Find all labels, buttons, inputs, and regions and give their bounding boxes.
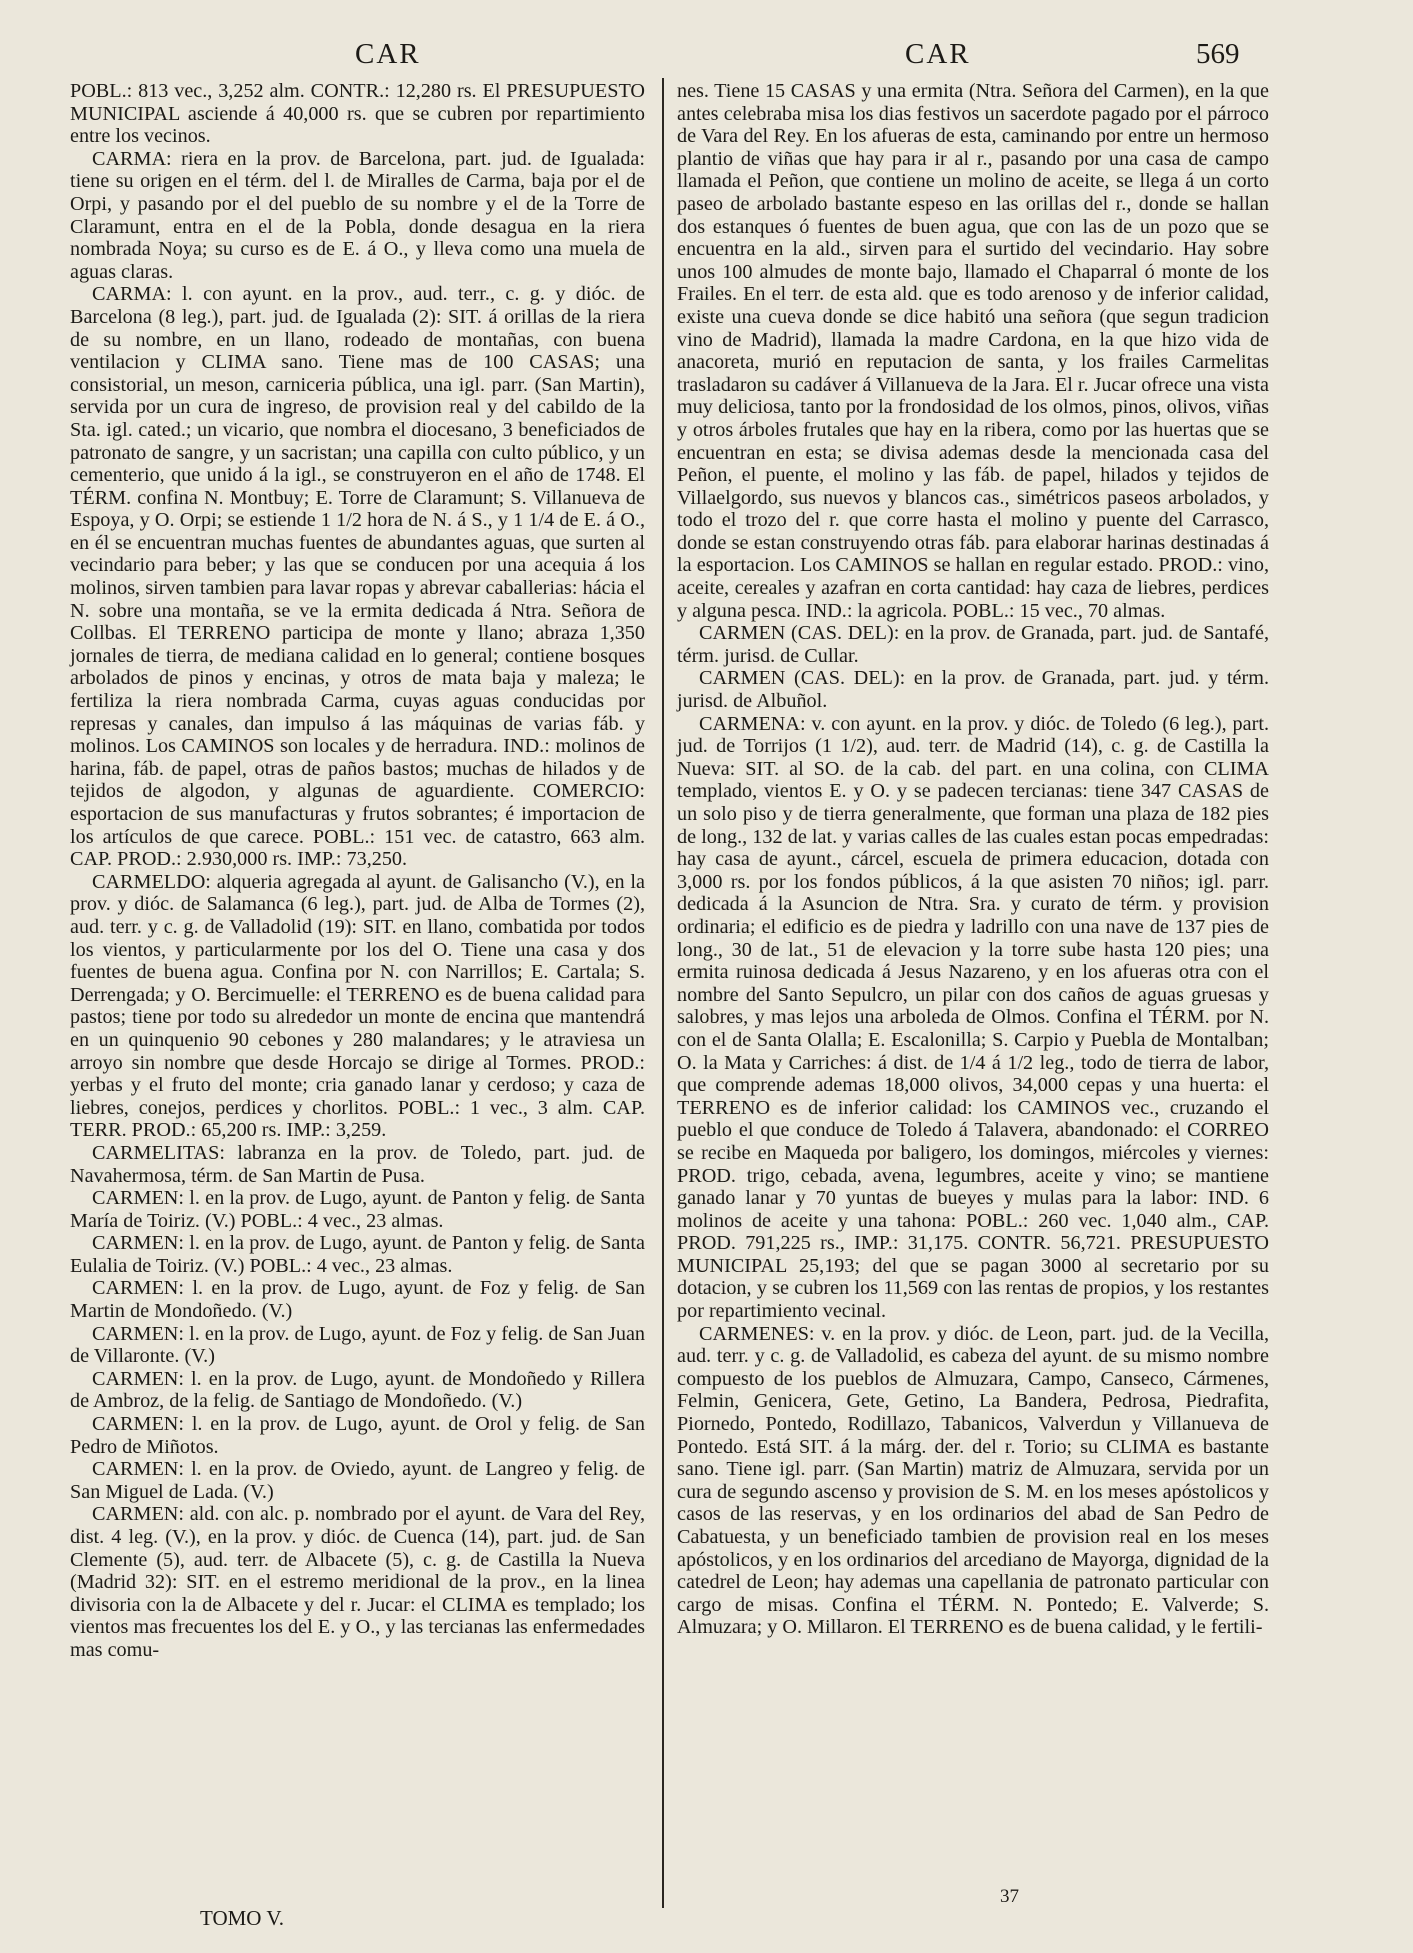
entry-carmen-cas-2: CARMEN (CAS. DEL): en la prov. de Granada, part. jud. y térm. jurisd. de Albuñol. <box>677 667 1269 713</box>
page-number: 569 <box>1196 38 1240 70</box>
entry-carmen-2: CARMEN: l. en la prov. de Lugo, ayunt. de Panton y felig. de Santa Eulalia de Toiriz. (V.) POBL.: 4 vec., 23 almas. <box>70 1232 645 1277</box>
entry-carmen-5: CARMEN: l. en la prov. de Lugo, ayunt. de Mondoñedo y Rillera de Ambroz, de la felig. de Santiago de Mondoñedo. (V.) <box>70 1367 645 1413</box>
entry-continuation: POBL.: 813 vec., 3,252 alm. CONTR.: 12,280 rs. El PRESUPUESTO MUNICIPAL asciende á 40,000 rs. que se cubren por repartimiento entre los vecinos. <box>70 80 645 148</box>
entry-carmelitas: CARMELITAS: labranza en la prov. de Toledo, part. jud. de Navahermosa, térm. de San Martin de Pusa. <box>70 1141 645 1187</box>
entry-carmen-ald: CARMEN: ald. con alc. p. nombrado por el ayunt. de Vara del Rey, dist. 4 leg. (V.), en la prov. y dióc. de Cuenca (14), part. jud. de San Clemente (5), aud. terr. de Albacete (5), c. g. de Castilla la Nueva (Madrid 32): SIT. en el estremo meridional de la prov., en la linea divisoria con la de Albacete y del r. Jucar: el CLIMA es templado; los vientos mas frecuentes los del E. y O., y las tercianas las enfermedades mas comu- <box>70 1503 645 1661</box>
signature-mark: 37 <box>1000 1886 1019 1907</box>
column-divider <box>662 78 664 1908</box>
entry-carmen-cas-1: CARMEN (CAS. DEL): en la prov. de Granada, part. jud. de Santafé, térm. jurisd. de Cullar. <box>677 622 1269 667</box>
entry-carmen-4: CARMEN: l. en la prov. de Lugo, ayunt. de Foz y felig. de San Juan de Villaronte. (V.) <box>70 1322 645 1368</box>
entry-carmenes: CARMENES: v. en la prov. y dióc. de Leon, part. jud. de la Vecilla, aud. terr. y c. g. de Valladolid, es cabeza del ayunt. de su mismo nombre compuesto de los pueblos de Almuzara, Campo, Canseco, Cármenes, Felmin, Genicera, Gete, Getino, La Bandera, Pedrosa, Piedrafita, Piornedo, Pontedo, Rodillazo, Tabanicos, Valverdun y Villanueva de Pontedo. Está SIT. á la márg. der. del r. Torio; su CLIMA es bastante sano. Tiene igl. parr. (San Martin) matriz de Almuzara, servida por un cura de segundo ascenso y provision de S. M. en los meses apóstolicos y casos de las reservas, y en los ordinarios del abad de San Pedro de Cabatuesta, y un beneficiado tambien de provision real en los meses apóstolicos, y en los ordinarios del arcediano de Mayorga, dignidad de la catedrel de Leon; hay ademas una capellania de patronato particular con cargo de misas. Confina el TÉRM. N. Pontedo; E. Valverde; S. Almuzara; y O. Millaron. El TERRENO es de buena calidad, y le fertili- <box>677 1322 1269 1639</box>
entry-carmen-3: CARMEN: l. en la prov. de Lugo, ayunt. de Foz y felig. de San Martin de Mondoñedo. (V.) <box>70 1277 645 1323</box>
right-column <box>677 80 1269 1639</box>
entry-carmen-7: CARMEN: l. en la prov. de Oviedo, ayunt. de Langreo y felig. de San Miguel de Lada. (V.) <box>70 1458 645 1503</box>
running-head-left: CAR <box>355 38 421 70</box>
entry-carmena: CARMENA: v. con ayunt. en la prov. y dióc. de Toledo (6 leg.), part. jud. de Torrijos (1 1/2), aud. terr. de Madrid (14), c. g. de Castilla la Nueva: SIT. al SO. de la cab. del part. en una colina, con CLIMA templado, vientos E. y O. y se padecen tercianas: tiene 347 CASAS de un solo piso y de tierra generalmente, que forman una plaza de 182 pies de long., 132 de lat. y varias calles de las cuales estan pocas empedradas: hay casa de ayunt., cárcel, escuela de primera educacion, dotada con 3,000 rs. por los fondos públicos, á la que asisten 70 niños; igl. parr. dedicada á la Asuncion de Ntra. Sra. y curato de térm. y provision ordinaria; el edificio es de piedra y ladrillo con una nave de 137 pies de long., 30 de lat., 51 de elevacion y la torre sube hasta 120 pies; una ermita ruinosa dedicada á Jesus Nazareno, y en los afueras otra con el nombre del Santo Sepulcro, un pilar con dos caños de aguas gruesas y salobres, y mas lejos una arboleda de Olmos. Confina el TÉRM. por N. con el de Santa Olalla; E. Escalonilla; S. Carpio y Puebla de Montalban; O. la Mata y Carriches: á dist. de 1/4 á 1/2 leg., todo de tierra de labor, que comprende ademas 18,000 olivos, 34,000 cepas y una huerta: el TERRENO es de inferior calidad: los CAMINOS vec., cruzando el pueblo el que conduce de Toledo á Talavera, abandonado: el CORREO se recibe en Maqueda por baligero, los domingos, miércoles y viernes: PROD. trigo, cebada, avena, legumbres, aceite y vino; se mantiene ganado lanar y 70 yuntas de bueyes y mulas para la labor: IND. 6 molinos de aceite y una tahona: POBL.: 260 vec. 1,040 alm., CAP. PROD. 791,225 rs., IMP.: 31,175. CONTR. 56,721. PRESUPUESTO MUNICIPAL 25,193; del que se pagan 3000 al secretario por su dotacion, y se cubren los 11,569 con las rentas de propios, y los restantes por repartimiento vecinal. <box>677 712 1269 1323</box>
entry-carma-lugar: CARMA: l. con ayunt. en la prov., aud. terr., c. g. y dióc. de Barcelona (8 leg.), part. jud. de Igualada (2): SIT. á orillas de la riera de su nombre, en un llano, rodeado de montañas, con buena ventilacion y CLIMA sano. Tiene mas de 100 CASAS; una consistorial, un meson, carniceria pública, una igl. parr. (San Martin), servida por un cura de ingreso, de provision real y del cabildo de la Sta. igl. cated.; un vicario, que nombra el diocesano, 3 beneficiados de patronato de sangre, y un sacristan; una capilla con culto público, y un cementerio, que unido á la igl., se construyeron en el año de 1748. El TÉRM. confina N. Montbuy; E. Torre de Claramunt; S. Villanueva de Espoya, y O. Orpi; se estiende 1 1/2 hora de N. á S., y 1 1/4 de E. á O., en él se encuentran muchas fuentes de abundantes aguas, que surten al vecindario para beber; y las que se conducen por una acequia á los molinos, sirven tambien para lavar ropas y abrevar caballerias: hácia el N. sobre una montaña, se ve la ermita dedicada á Ntra. Señora de Collbas. El TERRENO participa de monte y llano; abraza 1,350 jornales de tierra, de mediana calidad en lo general; contiene bosques arbolados de pinos y encinas, y otros de mata baja y maleza; le fertiliza la riera nombrada Carma, cuyas aguas conducidas por represas y canales, dan impulso á las máquinas de varias fáb. y molinos. Los CAMINOS son locales y de herradura. IND.: molinos de harina, fáb. de papel, otras de paños bastos; muchas de hilados y de tejidos de algodon, y algunas de aguardiente. COMERCIO: esportacion de sus manufacturas y frutos sobrantes; é importacion de los artículos de que carece. POBL.: 151 vec. de catastro, 663 alm. CAP. PROD.: 2.930,000 rs. IMP.: 73,250. <box>70 283 645 871</box>
entry-carmen-1: CARMEN: l. en la prov. de Lugo, ayunt. de Panton y felig. de Santa María de Toiriz. (V.) POBL.: 4 vec., 23 almas. <box>70 1187 645 1232</box>
volume-label: TOMO V. <box>200 1906 285 1930</box>
entry-carmen-6: CARMEN: l. en la prov. de Lugo, ayunt. de Orol y felig. de San Pedro de Miñotos. <box>70 1413 645 1458</box>
entry-continuation: nes. Tiene 15 CASAS y una ermita (Ntra. Señora del Carmen), en la que antes celebraba misa los dias festivos un sacerdote pagado por el párroco de Vara del Rey. En los afueras de esta, caminando por entre un hermoso plantio de viñas que hay para ir al r., pasando por una casa de campo llamada el Peñon, que contiene un molino de aceite, se llega á un corto paseo de arbolado bastante espeso en las orillas del r., donde se hallan dos estanques ó fuentes de buen agua, que con las de un pozo que se encuentra en la ald., sirven para el surtido del vecindario. Hay sobre unos 100 almudes de monte bajo, llamado el Chaparral ó monte de los Frailes. En el terr. de esta ald. que es todo arenoso y de inferior calidad, existe una cueva donde se dice habitó una señora (que segun tradicion vino de Madrid), llamada la madre Cardona, en la que hizo vida de anacoreta, murió en reputacion de santa, y los frailes Carmelitas trasladaron su cadáver á Villanueva de la Jara. El r. Jucar ofrece una vista muy deliciosa, tanto por la frondosidad de los olmos, pinos, olivos, viñas y otros árboles frutales que hay en la ribera, como por las huertas que se encuentran en esta; se divisa ademas desde la mencionada casa del Peñon, el puente, el molino y las fáb. de papel, hilados y tejidos de Villaelgordo, sus nuevos y blancos cas., simétricos paseos arbolados, y todo el trozo del r. que corre hasta el molino y puente del Carrasco, donde se estan construyendo otras fáb. para elaborar harinas destinadas á la esportacion. Los CAMINOS se hallan en regular estado. PROD.: vino, aceite, cereales y azafran en corta cantidad: hay caza de liebres, perdices y alguna pesca. IND.: la agricola. POBL.: 15 vec., 70 almas. <box>677 80 1269 622</box>
entry-carmeldo: CARMELDO: alqueria agregada al ayunt. de Galisancho (V.), en la prov. y dióc. de Salamanca (6 leg.), part. jud. de Alba de Tormes (2), aud. terr. y c. g. de Valladolid (19): SIT. en llano, combatida por todos los vientos, y particularmente por los del O. Tiene una casa y dos fuentes de buena agua. Confina por N. con Narrillos; E. Cartala; S. Derrengada; y O. Bercimuelle: el TERRENO es de buena calidad para pastos; tiene por todo su alrededor un monte de encina que mantendrá en un quinquenio 90 cebones y 280 malandares; y le atraviesa un arroyo sin nombre que desde Horcajo se dirige al Tormes. PROD.: yerbas y el fruto del monte; cria ganado lanar y cerdoso; y caza de liebres, conejos, perdices y chorlitos. POBL.: 1 vec., 3 alm. CAP. TERR. PROD.: 65,200 rs. IMP.: 3,259. <box>70 870 645 1142</box>
entry-carma-riera: CARMA: riera en la prov. de Barcelona, part. jud. de Igualada: tiene su origen en el térm. del l. de Miralles de Carma, baja por el de Orpi, y pasando por el del pueblo de su nombre y el de la Torre de Claramunt, entra en el de la Pobla, donde desagua en la riera nombrada Noya; su curso es de E. á O., y lleva como una muela de aguas claras. <box>70 147 645 283</box>
running-head-right: CAR <box>905 38 971 70</box>
left-column <box>70 80 645 1662</box>
